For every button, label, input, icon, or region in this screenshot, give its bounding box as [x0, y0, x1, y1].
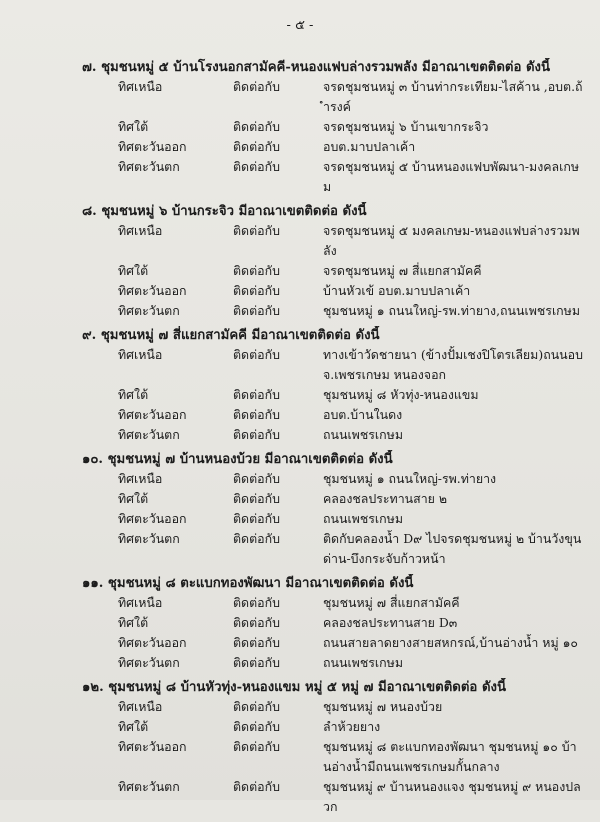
boundary-value: จรดชุมชนหมู่ ๕ บ้านหนองแฟบพัฒนา-มงคลเกษม — [323, 159, 580, 194]
boundary-row — [80, 777, 585, 817]
boundary-value: ถนนเพชรเกษม — [323, 427, 403, 442]
relation-label: ติดต่อกับ — [233, 655, 280, 670]
relation-label: ติดต่อกับ — [233, 79, 280, 94]
boundary-value: ถนนสายลาดยางสายสหกรณ์,บ้านอ่างน้ำ หมู่ ๑๐ — [323, 635, 579, 650]
direction-label: ทิศเหนือ — [118, 471, 163, 486]
relation-label: ติดต่อกับ — [233, 347, 280, 362]
relation-label: ติดต่อกับ — [233, 263, 280, 278]
boundary-row — [80, 425, 585, 445]
section-heading: ๑๐. ชุมชนหมู่ ๗ บ้านหนองบ้วย มีอาณาเขตติดต่อ ดังนี้ — [82, 452, 393, 467]
boundary-row — [80, 157, 585, 197]
boundary-section — [80, 202, 585, 321]
boundary-row — [80, 633, 585, 653]
boundary-value: ชุมชนหมู่ ๑ ถนนใหญ่-รพ.ท่ายาง — [323, 471, 497, 486]
direction-label: ทิศเหนือ — [118, 223, 163, 238]
relation-label: ติดต่อกับ — [233, 635, 280, 650]
boundary-value: อบต.บ้านในดง — [323, 407, 403, 422]
direction-label: ทิศเหนือ — [118, 595, 163, 610]
relation-label: ติดต่อกับ — [233, 531, 280, 546]
direction-label: ทิศตะวันออก — [118, 407, 187, 422]
boundary-row — [80, 137, 585, 157]
direction-label: ทิศใต้ — [118, 615, 149, 630]
boundary-value: ชุมชนหมู่ ๑ ถนนใหญ่-รพ.ท่ายาง,ถนนเพชรเกษม — [323, 303, 581, 318]
boundary-value: จรดชุมชนหมู่ ๕ มงคลเกษม-หนองแฟบล่างรวมพลัง — [323, 223, 580, 258]
direction-label: ทิศใต้ — [118, 719, 149, 734]
direction-label: ทิศตะวันออก — [118, 635, 187, 650]
direction-label: ทิศตะวันออก — [118, 283, 187, 298]
direction-label: ทิศตะวันออก — [118, 139, 187, 154]
boundary-section — [80, 326, 585, 445]
boundary-value: จรดชุมชนหมู่ ๓ บ้านท่ากระเทียม-ไสค้าน ,อบต.ถ้ำรงค์ — [323, 79, 583, 114]
relation-label: ติดต่อกับ — [233, 779, 280, 794]
direction-label: ทิศเหนือ — [118, 699, 163, 714]
relation-label: ติดต่อกับ — [233, 595, 280, 610]
boundary-value: ชุมชนหมู่ ๗ หนองบ้วย — [323, 699, 443, 714]
boundary-row — [80, 717, 585, 737]
boundary-value: จรดชุมชนหมู่ ๖ บ้านเขากระจิว — [323, 119, 489, 134]
relation-label: ติดต่อกับ — [233, 471, 280, 486]
boundary-row — [80, 653, 585, 673]
relation-label: ติดต่อกับ — [233, 283, 280, 298]
boundary-value: ติดกับคลองน้ำ D๙ ไปจรดชุมชนหมู่ ๒ บ้านวังขุนด่าน-บึงกระจับก้าวหน้า — [323, 531, 582, 566]
boundary-row — [80, 261, 585, 281]
page-number: - ๕ - — [286, 18, 314, 33]
boundary-value: อบต.มาบปลาเค้า — [323, 139, 416, 154]
boundary-row — [80, 77, 585, 117]
boundary-value: ลำห้วยยาง — [323, 719, 381, 734]
boundary-value: ทางเข้าวัดชายนา (ข้างปั้มเชงปิโตรเลียม)ถนนอบจ.เพชรเกษม หนองจอก — [323, 347, 583, 382]
relation-label: ติดต่อกับ — [233, 387, 280, 402]
relation-label: ติดต่อกับ — [233, 223, 280, 238]
boundary-value: จรดชุมชนหมู่ ๗ สี่แยกสามัคคี — [323, 263, 482, 278]
boundary-row — [80, 345, 585, 385]
boundary-row — [80, 509, 585, 529]
boundary-section — [80, 574, 585, 673]
boundary-row — [80, 405, 585, 425]
boundary-row — [80, 469, 585, 489]
boundary-row — [80, 489, 585, 509]
section-heading: ๑๑. ชุมชนหมู่ ๘ ตะแบกทองพัฒนา มีอาณาเขตติดต่อ ดังนี้ — [82, 576, 414, 591]
boundary-row — [80, 613, 585, 633]
boundary-row — [80, 697, 585, 717]
relation-label: ติดต่อกับ — [233, 427, 280, 442]
boundary-value: คลองชลประทานสาย D๓ — [323, 615, 458, 630]
relation-label: ติดต่อกับ — [233, 739, 280, 754]
boundary-value: ชุมชนหมู่ ๙ บ้านหนองแจง ชุมชนหมู่ ๙ หนองปลวก — [323, 779, 581, 814]
direction-label: ทิศตะวันตก — [118, 159, 180, 174]
relation-label: ติดต่อกับ — [233, 303, 280, 318]
relation-label: ติดต่อกับ — [233, 159, 280, 174]
relation-label: ติดต่อกับ — [233, 119, 280, 134]
section-heading: ๗. ชุมชนหมู่ ๕ บ้านโรงนอกสามัคคี-หนองแฟบล่างรวมพลัง มีอาณาเขตติดต่อ ดังนี้ — [82, 60, 550, 75]
section-heading: ๑๒. ชุมชนหมู่ ๘ บ้านหัวทุ่ง-หนองแขม หมู่ ๕ หมู่ ๗ มีอาณาเขตติดต่อ ดังนี้ — [82, 680, 506, 695]
boundary-value: ชุมชนหมู่ ๘ หัวทุ่ง-หนองแขม — [323, 387, 479, 402]
boundary-row — [80, 593, 585, 613]
direction-label: ทิศตะวันตก — [118, 655, 180, 670]
relation-label: ติดต่อกับ — [233, 139, 280, 154]
boundary-row — [80, 281, 585, 301]
boundary-section — [80, 450, 585, 569]
boundary-value: ชุมชนหมู่ ๗ สี่แยกสามัคคี — [323, 595, 460, 610]
direction-label: ทิศเหนือ — [118, 79, 163, 94]
direction-label: ทิศเหนือ — [118, 347, 163, 362]
boundary-value: บ้านหัวเข้ อบต.มาบปลาเค้า — [323, 283, 471, 298]
direction-label: ทิศใต้ — [118, 119, 149, 134]
direction-label: ทิศตะวันตก — [118, 779, 180, 794]
direction-label: ทิศตะวันออก — [118, 739, 187, 754]
boundary-section — [80, 58, 585, 197]
section-heading: ๘. ชุมชนหมู่ ๖ บ้านกระจิว มีอาณาเขตติดต่อ ดังนี้ — [82, 204, 367, 219]
boundary-row — [80, 385, 585, 405]
relation-label: ติดต่อกับ — [233, 511, 280, 526]
relation-label: ติดต่อกับ — [233, 699, 280, 714]
relation-label: ติดต่อกับ — [233, 407, 280, 422]
boundary-value: ถนนเพชรเกษม — [323, 511, 403, 526]
direction-label: ทิศใต้ — [118, 263, 149, 278]
boundary-row — [80, 221, 585, 261]
relation-label: ติดต่อกับ — [233, 719, 280, 734]
boundary-row — [80, 117, 585, 137]
direction-label: ทิศใต้ — [118, 491, 149, 506]
boundary-value: ถนนเพชรเกษม — [323, 655, 403, 670]
boundary-row — [80, 301, 585, 321]
boundary-section — [80, 678, 585, 817]
direction-label: ทิศใต้ — [118, 387, 149, 402]
section-heading: ๙. ชุมชนหมู่ ๗ สี่แยกสามัคคี มีอาณาเขตติดต่อ ดังนี้ — [82, 328, 380, 343]
document-body — [80, 58, 585, 822]
direction-label: ทิศตะวันออก — [118, 511, 187, 526]
direction-label: ทิศตะวันตก — [118, 531, 180, 546]
boundary-row — [80, 737, 585, 777]
boundary-row — [80, 529, 585, 569]
boundary-value: ชุมชนหมู่ ๘ ตะแบกทองพัฒนา ชุมชนหมู่ ๑๐ บ้านอ่างน้ำมีถนนเพชรเกษมกั้นกลาง — [323, 739, 577, 774]
boundary-value: คลองชลประทานสาย ๒ — [323, 491, 448, 506]
direction-label: ทิศตะวันตก — [118, 303, 180, 318]
relation-label: ติดต่อกับ — [233, 615, 280, 630]
relation-label: ติดต่อกับ — [233, 491, 280, 506]
direction-label: ทิศตะวันตก — [118, 427, 180, 442]
